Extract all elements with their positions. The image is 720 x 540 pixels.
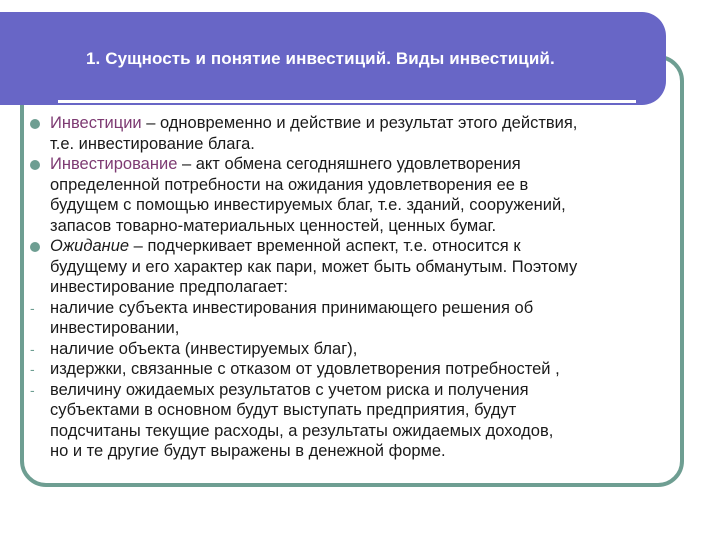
item-text: – одновременно и действие и результат этого действия, xyxy=(141,114,578,132)
list-item xyxy=(30,339,694,360)
list-item xyxy=(30,113,694,154)
list-item xyxy=(30,154,694,236)
title-underline xyxy=(58,100,636,103)
dash-marker: - xyxy=(30,361,35,377)
slide-title: 1. Сущность и понятие инвестиций. Виды инвестиций. xyxy=(86,49,555,68)
item-line xyxy=(50,154,694,175)
item-line xyxy=(50,236,694,257)
item-line: наличие объекта (инвестируемых благ), xyxy=(50,339,358,358)
item-line: т.е. инвестирование блага. xyxy=(50,134,255,153)
bullet-icon xyxy=(30,119,40,129)
list-item xyxy=(30,236,694,298)
item-line: определенной потребности на ожидания удовлетворения ее в xyxy=(50,175,529,194)
item-line: инвестирование предполагает: xyxy=(50,278,289,296)
slide-body xyxy=(30,113,694,462)
bullet-icon xyxy=(30,160,40,170)
item-line: субъектами в основном будут выступать предприятия, будут xyxy=(50,401,517,419)
item-line xyxy=(50,113,694,134)
item-line: инвестировании, xyxy=(50,319,180,337)
item-text: – подчеркивает временной аспект, т.е. относится к xyxy=(129,237,521,255)
item-line: издержки, связанные с отказом от удовлетворения потребностей , xyxy=(50,360,560,378)
item-line: но и те другие будут выражены в денежной форме. xyxy=(50,442,446,460)
title-banner xyxy=(0,12,666,105)
item-line: будущему и его характер как пари, может быть обманутым. Поэтому xyxy=(50,257,578,276)
item-line: наличие субъекта инвестирования принимающего решения об xyxy=(50,298,534,317)
dash-marker: - xyxy=(30,299,35,316)
term-investments: Инвестиции xyxy=(50,114,142,132)
item-line: будущем с помощью инвестируемых благ, т.е. зданий, сооружений, xyxy=(50,196,566,214)
list-item xyxy=(30,298,694,339)
list-item xyxy=(30,359,694,380)
bullet-icon xyxy=(30,242,40,252)
item-line: запасов товарно-материальных ценностей, ценных бумаг. xyxy=(50,216,497,235)
term-expectation: Ожидание xyxy=(50,237,130,255)
item-text: – акт обмена сегодняшнего удовлетворения xyxy=(177,155,521,173)
term-investing: Инвестирование xyxy=(50,155,178,173)
list-item xyxy=(30,380,694,462)
item-line: подсчитаны текущие расходы, а результаты ожидаемых доходов, xyxy=(50,421,554,440)
dash-marker: - xyxy=(30,381,35,398)
dash-marker: - xyxy=(30,340,35,357)
item-line: величину ожидаемых результатов с учетом риска и получения xyxy=(50,380,529,399)
